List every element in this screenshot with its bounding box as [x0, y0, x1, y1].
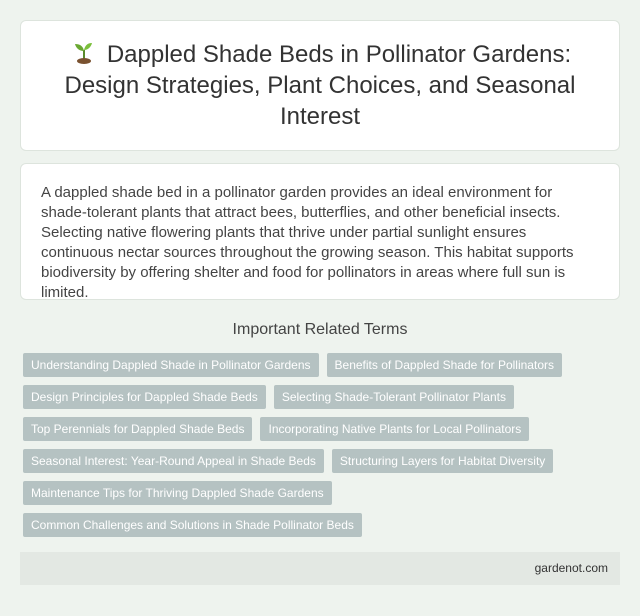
- related-term-tag[interactable]: Understanding Dappled Shade in Pollinator Gardens: [23, 353, 319, 377]
- related-term-tag[interactable]: Selecting Shade-Tolerant Pollinator Plants: [274, 385, 514, 409]
- related-term-tag[interactable]: Top Perennials for Dappled Shade Beds: [23, 417, 252, 441]
- footer-site-link[interactable]: gardenot.com: [534, 561, 608, 575]
- page-title: [21, 39, 619, 132]
- related-terms-heading: Important Related Terms: [232, 321, 408, 338]
- related-term-tag[interactable]: Common Challenges and Solutions in Shade Pollinator Beds: [23, 513, 362, 537]
- related-term-tag[interactable]: Incorporating Native Plants for Local Pollinators: [260, 417, 529, 441]
- footer: [20, 552, 620, 585]
- page-title-text: Dappled Shade Beds in Pollinator Gardens: Design Strategies, Plant Choices, and Seasonal Interest: [64, 41, 576, 130]
- related-term-tag[interactable]: Benefits of Dappled Shade for Pollinators: [327, 353, 562, 377]
- intro-paragraph: A dappled shade bed in a pollinator garden provides an ideal environment for shade-tolerant plants that attract bees, butterflies, and other beneficial insects. Selecting native flowering plants that thrive under partial sunlight ensures continuous nectar sources throughout the growing season. This habitat supports biodiversity by offering shelter and food for pollinators in areas where full sun is limited.: [41, 184, 574, 301]
- intro-card: [20, 163, 620, 300]
- sprout-icon: [69, 40, 99, 64]
- related-term-tag[interactable]: Design Principles for Dappled Shade Beds: [23, 385, 266, 409]
- title-card: [20, 20, 620, 151]
- related-term-tag[interactable]: Structuring Layers for Habitat Diversity: [332, 449, 553, 473]
- related-term-tag[interactable]: Maintenance Tips for Thriving Dappled Shade Gardens: [23, 481, 332, 505]
- related-term-tag[interactable]: Seasonal Interest: Year-Round Appeal in Shade Beds: [23, 449, 324, 473]
- related-terms-list: [23, 353, 623, 545]
